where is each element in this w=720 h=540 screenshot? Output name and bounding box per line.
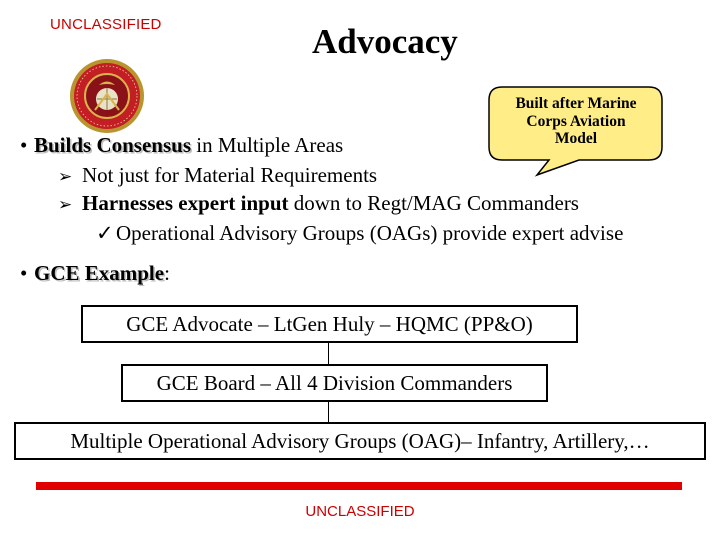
org-connector <box>328 343 329 364</box>
check-bullet-text: Operational Advisory Groups (OAGs) provide expert advise <box>116 221 624 245</box>
red-divider-line <box>36 482 682 490</box>
callout-text <box>495 95 657 148</box>
callout-line: Built after Marine <box>515 95 637 112</box>
bullet-builds-consensus <box>20 133 343 158</box>
check-bullet-oags <box>96 221 623 246</box>
org-connector <box>328 402 329 422</box>
callout-line: Corps Aviation <box>526 112 626 130</box>
arrow-bullet-icon: ➢ <box>58 195 73 214</box>
org-box-oags: Multiple Operational Advisory Groups (OAG)– Infantry, Artillery,… <box>14 422 706 460</box>
callout-line: Model <box>554 130 598 147</box>
sub-bullet-bold-text: Harnesses expert input <box>82 191 289 215</box>
classification-bottom: UNCLASSIFIED <box>305 503 415 520</box>
usmc-seal-icon <box>69 58 145 134</box>
bullet-icon: • <box>20 261 28 285</box>
bullet-bold-text: GCE Example <box>34 261 165 285</box>
bullet-text: in Multiple Areas <box>191 133 344 157</box>
org-box-gce-advocate: GCE Advocate – LtGen Huly – HQMC (PP&O) <box>81 305 578 343</box>
bullet-text: : <box>164 261 170 285</box>
page-title: Advocacy <box>312 22 458 61</box>
org-box-gce-board: GCE Board – All 4 Division Commanders <box>121 364 548 402</box>
bullet-gce-example <box>20 261 170 286</box>
sub-bullet-material <box>58 163 377 188</box>
bullet-bold-text: Builds Consensus <box>34 133 191 157</box>
classification-top: UNCLASSIFIED <box>50 16 162 33</box>
sub-bullet-text: down to Regt/MAG Commanders <box>288 191 579 215</box>
sub-bullet-text: Not just for Material Requirements <box>82 163 378 187</box>
arrow-bullet-icon: ➢ <box>58 167 73 186</box>
sub-bullet-expert-input <box>58 191 579 216</box>
bullet-icon: • <box>20 133 28 157</box>
check-icon: ✓ <box>96 221 114 245</box>
